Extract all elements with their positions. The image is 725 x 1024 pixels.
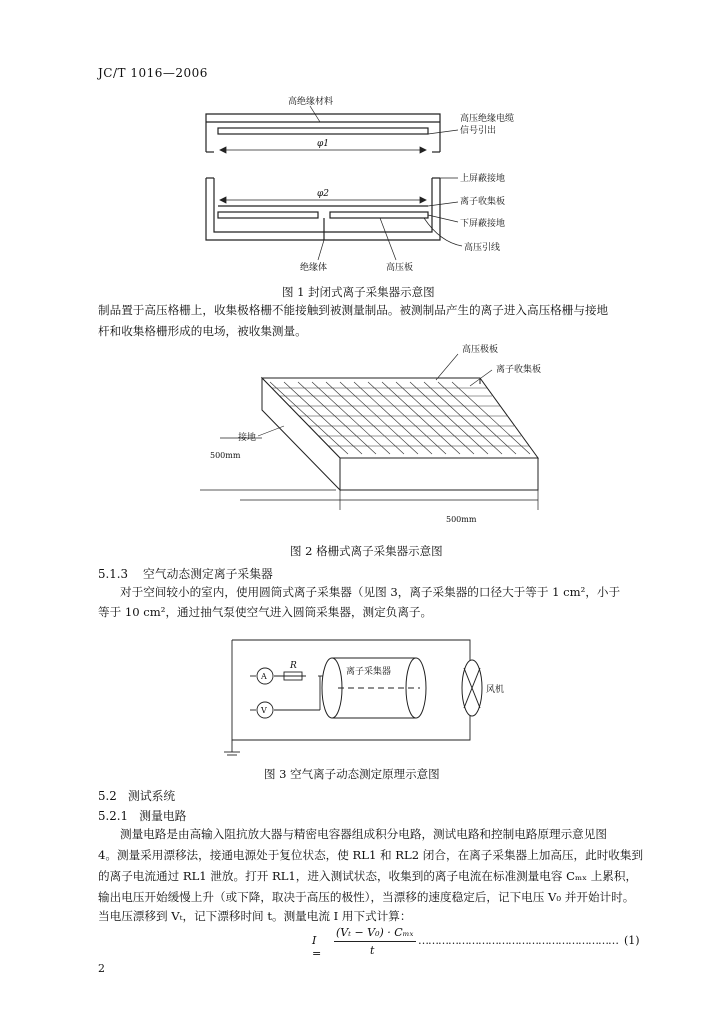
formula-numerator: (Vₜ − V₀) · Cₘₓ — [336, 926, 414, 939]
section-5-2-1-line4: 输出电压开始缓慢上升（或下降，取决于高压的极性），当漂移的速度稳定后，记下电压 V₀ 并开始计时。 — [98, 890, 635, 904]
fig2-label-dim-bottom: 500mm — [446, 515, 477, 524]
fig1-label-phi1: φ1 — [317, 139, 330, 149]
section-number: 5.2 — [98, 789, 117, 803]
fig1-label-phi2: φ2 — [317, 189, 330, 199]
fig1-label-upper-shield: 上屏蔽接地 — [460, 174, 506, 184]
fig1-label-hv-cable: 高压绝缘电缆 — [460, 114, 515, 124]
figure-1-caption: 图 1 封闭式离子采集器示意图 — [282, 285, 435, 299]
fan-icon — [462, 660, 482, 716]
fig2-label-dim-left: 500mm — [210, 451, 241, 460]
fig3-label-ammeter: A — [261, 672, 267, 681]
fig2-label-ground: 接地 — [238, 433, 257, 443]
section-title: 空气动态测定离子采集器 — [143, 567, 273, 581]
formula-fraction-bar — [334, 941, 416, 942]
section-5-1-3-line1: 对于空间较小的室内，使用圆筒式离子采集器（见图 3，离子采集器的口径大于等于 1 cm²，小于 — [120, 585, 621, 599]
fig1-label-signal-out: 信号引出 — [460, 126, 497, 136]
figure-3-diagram — [220, 630, 520, 760]
figure-2-caption: 图 2 格栅式离子采集器示意图 — [290, 544, 443, 558]
fig3-label-r: R — [290, 661, 297, 671]
figure-1-diagram — [200, 92, 560, 282]
formula-lhs: I = — [312, 934, 322, 960]
section-5-1-3-line2: 等于 10 cm²，通过抽气泵使空气进入圆筒采集器，测定负离子。 — [98, 605, 433, 619]
fig1-label-insulating-material: 高绝缘材料 — [288, 97, 334, 107]
formula-dots: …………………………………………………… — [418, 934, 618, 947]
fig2-label-hv-grid: 高压极板 — [462, 345, 499, 355]
section-5-2-1-line1: 测量电路是由高输入阻抗放大器与精密电容器组成积分电路，测试电路和控制电路原理示意见图 — [120, 827, 607, 841]
section-5-2-1-heading — [98, 807, 186, 824]
section-number: 5.2.1 — [98, 809, 129, 823]
section-5-1-3-heading — [98, 565, 273, 582]
fig1-label-hv-lead: 高压引线 — [464, 243, 501, 253]
section-5-2-1-line5: 当电压漂移到 Vₜ，记下漂移时间 t。测量电流 I 用下式计算： — [98, 909, 412, 923]
paragraph-fig2-line2: 杆和收集格栅形成的电场，被收集测量。 — [98, 324, 307, 338]
paragraph-fig2-line1: 制品置于高压格栅上，收集极格栅不能接触到被测量制品。被测制品产生的离子进入高压格栅与接地 — [98, 303, 609, 317]
fig3-wiring — [224, 640, 470, 755]
section-number: 5.1.3 — [98, 567, 129, 581]
figure-2-diagram — [200, 340, 560, 540]
fig1-label-lower-shield: 下屏蔽接地 — [460, 219, 506, 229]
fig3-label-voltmeter: V — [261, 706, 267, 715]
standard-code-header: JC/T 1016—2006 — [98, 66, 208, 80]
fig1-bottom-container — [206, 178, 440, 240]
section-5-2-1-line2: 4。测量采用漂移法，接通电源处于复位状态，使 RL1 和 RL2 闭合，在离子采集器上加高压，此时收集到 — [98, 848, 644, 862]
fig3-label-fan: 风机 — [486, 685, 505, 695]
fig1-label-hv-plate: 高压板 — [386, 263, 414, 273]
section-title: 测量电路 — [139, 809, 187, 823]
formula-number: (1) — [624, 934, 640, 947]
fig1-leader-lines — [310, 106, 462, 260]
fig1-label-ion-plate: 离子收集板 — [460, 197, 506, 207]
fig1-label-insulator: 绝缘体 — [300, 263, 328, 273]
fig2-grid-box — [262, 378, 538, 490]
section-5-2-1-line3: 的离子电流通过 RL1 泄放。打开 RL1，进入测试状态，收集到的离子电流在标准测量电容 Cₘₓ 上累积， — [98, 869, 638, 883]
section-title: 测试系统 — [128, 789, 176, 803]
figure-3-caption: 图 3 空气离子动态测定原理示意图 — [264, 767, 440, 781]
page-number: 2 — [98, 962, 105, 975]
formula-denominator: t — [370, 944, 375, 957]
section-5-2-heading — [98, 787, 175, 804]
fig3-label-collector: 离子采集器 — [346, 667, 392, 677]
fig2-label-ion-plate: 离子收集板 — [496, 365, 542, 375]
